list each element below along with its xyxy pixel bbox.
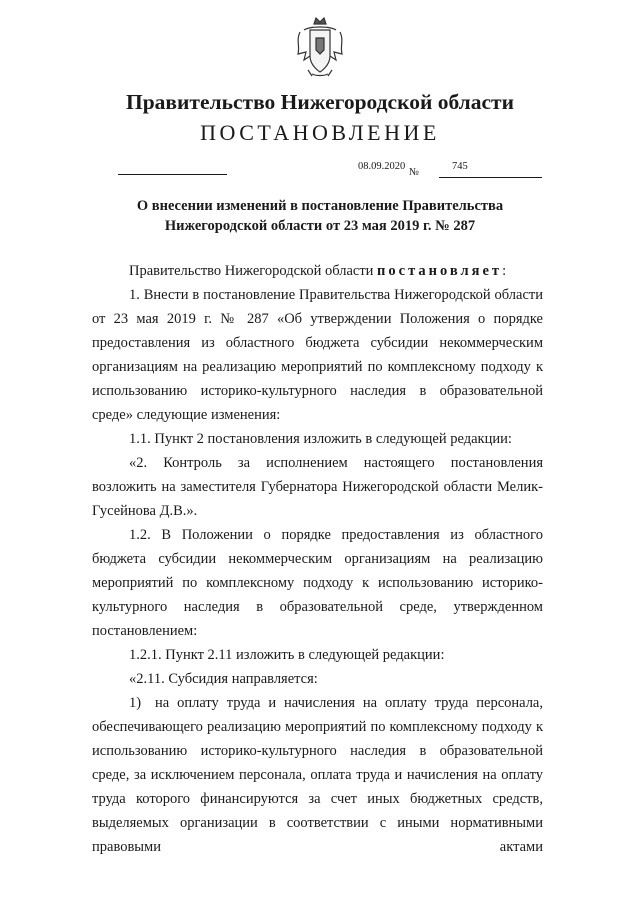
government-title: Правительство Нижегородской области xyxy=(126,90,514,114)
decree-body xyxy=(92,259,543,859)
document-type: ПОСТАНОВЛЕНИЕ xyxy=(200,120,440,145)
coat-of-arms-emblem xyxy=(296,16,344,80)
intro-paragraph xyxy=(92,259,543,283)
paragraph-1-2: 1.2. В Положении о порядке предоставления из областного бюджета субсидии некоммерческим организациям на реализацию мероприятий по комплексному подходу к использованию историко-культурного наследия в образовательной среде, утвержденном постановлением: xyxy=(92,527,543,639)
item-1-text: на оплату труда и начисления на оплату труда персонала, обеспечивающего реализацию мероприятий по комплексному подходу к использованию историко-культурного наследия в образовательной среде, за исключением персонала, оплата труда и начисления на оплату труда которого финансируются за счет иных бюджетных средств, выделяемых организации в соответствии с иными нормативными правовыми актами xyxy=(92,695,543,855)
number-sign: № xyxy=(409,167,420,178)
decree-date: 08.09.2020 xyxy=(358,161,406,172)
item-1 xyxy=(92,691,543,859)
decree-subject xyxy=(0,196,640,236)
subject-line-2: Нижегородской области от 23 мая 2019 г. № 287 xyxy=(164,218,476,234)
decree-number: 745 xyxy=(452,161,468,172)
paragraph-1: 1. Внести в постановление Правительства Нижегородской области от 23 мая 2019 г. № 287 «Об утверждении Положения о порядке предоставления из областного бюджета субсидии некоммерческим организациям на реализацию мероприятий по комплексному подходу к использованию историко-культурного наследия в образовательной среде» следующие изменения: xyxy=(92,287,543,423)
item-1-number: 1) xyxy=(129,695,142,711)
paragraph-1-2-1: 1.2.1. Пункт 2.11 изложить в следующей редакции: xyxy=(129,647,445,663)
paragraph-2-11: «2.11. Субсидия направляется: xyxy=(129,671,318,687)
number-underline xyxy=(439,177,542,178)
intro-resolves: постановляет xyxy=(377,263,503,279)
intro-text: Правительство Нижегородской области xyxy=(129,263,378,279)
blank-date-line xyxy=(118,174,227,175)
intro-colon: : xyxy=(502,263,507,279)
subject-line-1: О внесении изменений в постановление Правительства xyxy=(136,198,504,214)
paragraph-1-1-quote: «2. Контроль за исполнением настоящего постановления возложить на заместителя Губернатора Нижегородской области Мелик-Гусейнова Д.В.». xyxy=(92,455,543,519)
paragraph-1-1: 1.1. Пункт 2 постановления изложить в следующей редакции: xyxy=(129,431,512,447)
